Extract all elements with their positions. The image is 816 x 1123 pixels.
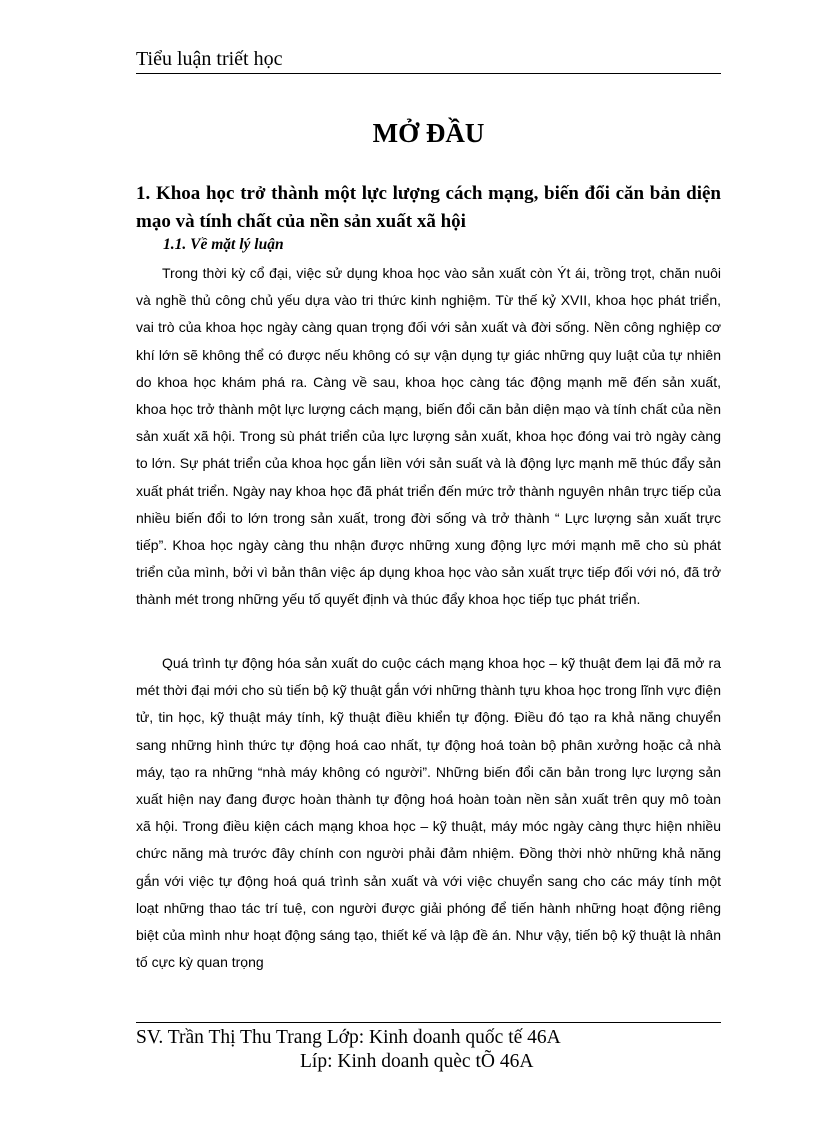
body-paragraph-1: Trong thời kỳ cổ đại, việc sử dụng khoa học vào sản xuất còn Ýt ái, trồng trọt, chăn nuôi và nghề thủ công chủ yếu dựa vào tri thức kinh nghiệm. Từ thế kỷ XVII, khoa học phát triển, vai trò của khoa học ngày càng quan trọng đối với sản xuất và đời sống. Nền công nghiệp cơ khí lớn sẽ không thể có được nếu không có sự vận dụng tự giác những quy luật của tự nhiên do khoa học khám phá ra. Càng về sau, khoa học càng tác động mạnh mẽ đến sản xuất, khoa học trở thành một lực lượng cách mạng, biến đổi căn bản diện mạo và tính chất của nền sản xuất xã hội. Trong sù phát triển của lực lượng sản xuất, khoa học đóng vai trò ngày càng to lớn. Sự phát triển của khoa học gắn liền với sản suất và là động lực mạnh mẽ thúc đẩy sản xuất phát triển. Ngày nay khoa học đã phát triển đến mức trở thành nguyên nhân trực tiếp của nhiều biến đổi to lớn trong sản xuất, trong đời sống và trở thành “ Lực lượng sản xuất trực tiếp”. Khoa học ngày càng thu nhận được những xung động lực mới mạnh mẽ cho sù phát triển của mình, bởi vì bản thân việc áp dụng khoa học vào sản xuất trực tiếp đối với nó, đã trở thành mét trong những yếu tố quyết định và thúc đẩy khoa học tiếp tục phát triển.	[136, 265, 721, 608]
body-paragraph-2: Quá trình tự động hóa sản xuất do cuộc cách mạng khoa học – kỹ thuật đem lại đã mở ra mét thời đại mới cho sù tiến bộ kỹ thuật gắn với những thành tựu khoa học trong lĩnh vực điện tử, tin học, kỹ thuật máy tính, kỹ thuật điều khiển tự động. Điều đó tạo ra khả năng chuyển sang những hình thức tự động hoá cao nhất, tự động hoá toàn bộ phân xưởng hoặc cả nhà máy, tạo ra những “nhà máy không có người”. Những biến đổi căn bản trong lực lượng sản xuất hiện nay đang được hoàn thành tự động hoá hoàn toàn nền sản xuất trên quy mô toàn xã hội. Trong điều kiện cách mạng khoa học – kỹ thuật, máy móc ngày càng thực hiện nhiều chức năng mà trước đây chính con người phải đảm nhiệm. Đồng thời nhờ những khả năng gắn với việc tự động hoá quá trình sản xuất và với việc chuyển sang cho các máy tính một loạt những thao tác trí tuệ, con người được giải phóng để tiến hành những hoạt động riêng biệt của mình như hoạt động sáng tạo, thiết kế và lập đề án. Như vậy, tiến bộ kỹ thuật là nhân tố cực kỳ quan trọng	[136, 655, 721, 971]
subsection-heading: 1.1. Về mặt lý luận	[163, 236, 284, 253]
running-header: Tiểu luận triết học	[136, 48, 283, 70]
footer-divider	[136, 1022, 721, 1023]
footer-class-line: Líp: Kinh doanh quèc tÕ 46A	[300, 1051, 534, 1072]
section-heading: 1. Khoa học trở thành một lực lượng cách mạng, biến đổi căn bản diện mạo và tính chất của nền sản xuất xã hội	[136, 183, 721, 232]
footer-author-line: SV. Trần Thị Thu Trang Lớp: Kinh doanh quốc tế 46A	[136, 1027, 561, 1048]
header-divider	[136, 73, 721, 74]
page-title: MỞ ĐẦU	[372, 118, 485, 148]
